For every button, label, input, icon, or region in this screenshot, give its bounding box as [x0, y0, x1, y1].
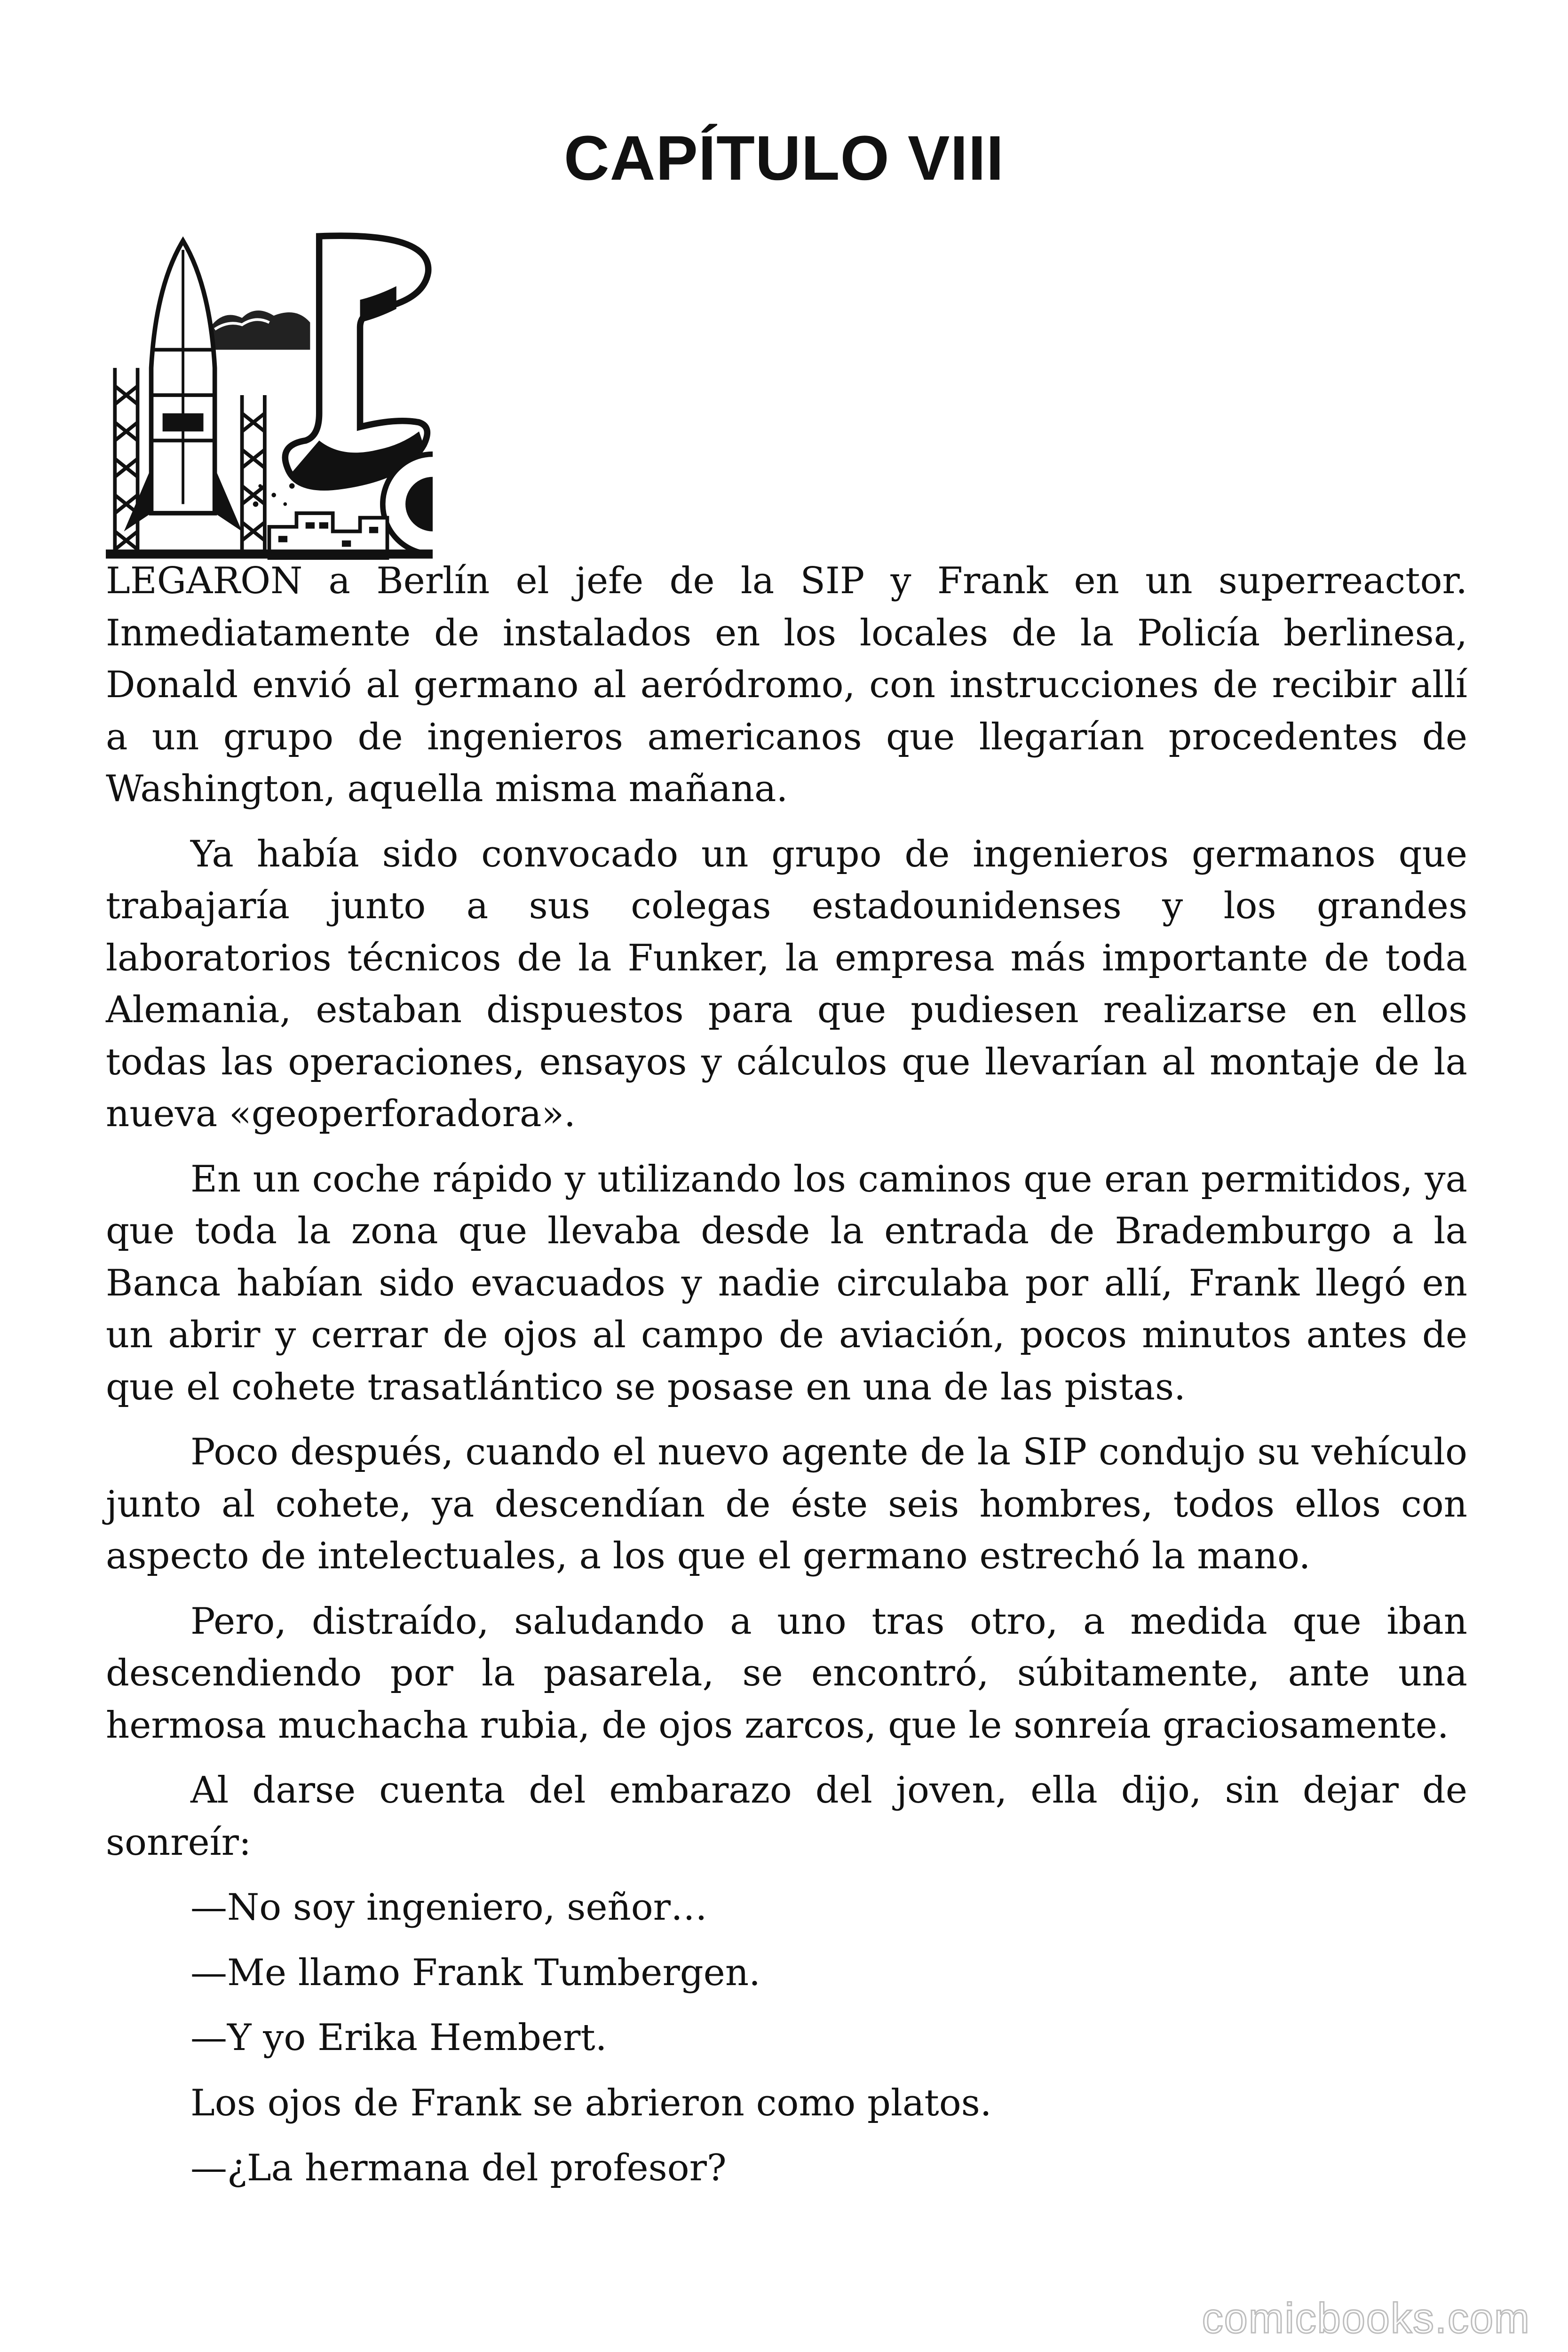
drop-cap-illustration [106, 230, 433, 560]
watermark: comicbooks.com [1202, 2295, 1530, 2342]
paragraph-6: Al darse cuenta del embarazo del joven, ella dijo, sin dejar de sonreír: [106, 1769, 1467, 1864]
chapter-body [106, 555, 1467, 2208]
dialogue-line-3: —Y yo Erika Hembert. [190, 2017, 607, 2059]
paragraph-1: LEGARON a Berlín el jefe de la SIP y Frank en un superreactor. Inmediatamente de instalados en los locales de la Policía berlinesa, Donald envió al germano al aeródromo, con instrucciones de recibir allí a un grupo de ingenieros americanos que llegarían procedentes de Washington, aquella misma mañana. [106, 560, 1467, 810]
chapter-title: CAPÍTULO VIII [563, 123, 1005, 193]
paragraph-4: Poco después, cuando el nuevo agente de la SIP condujo su vehículo junto al cohete, ya descendían de éste seis hombres, todos ellos con aspecto de intelectuales, a los que el germano estrechó la mano. [106, 1431, 1467, 1577]
dialogue-line-1: —No soy ingeniero, señor… [190, 1886, 707, 1929]
paragraph-5: Pero, distraído, saludando a uno tras otro, a medida que iban descendiendo por la pasarela, se encontró, súbitamente, ante una hermosa muchacha rubia, de ojos zarcos, que le sonreía graciosamente. [106, 1600, 1467, 1747]
paragraph-3: En un coche rápido y utilizando los caminos que eran permitidos, ya que toda la zona que llevaba desde la entrada de Brademburgo a la Banca habían sido evacuados y nadie circulaba por allí, Frank llegó en un abrir y cerrar de ojos al campo de aviación, pocos minutos antes de que el cohete trasatlántico se posase en una de las pistas. [106, 1158, 1467, 1408]
paragraph-2: Ya había sido convocado un grupo de ingenieros germanos que trabajaría junto a sus colegas estadounidenses y los grandes laboratorios técnicos de la Funker, la empresa más importante de toda Alemania, estaban dispuestos para que pudiesen realizarse en ellos todas las operaciones, ensayos y cálculos que llevarían al montaje de la nueva «geoperforadora». [106, 833, 1467, 1135]
dialogue-line-4: —¿La hermana del profesor? [190, 2147, 727, 2189]
narration-line: Los ojos de Frank se abrieron como platos. [190, 2082, 992, 2124]
dialogue-line-2: —Me llamo Frank Tumbergen. [190, 1951, 760, 1994]
